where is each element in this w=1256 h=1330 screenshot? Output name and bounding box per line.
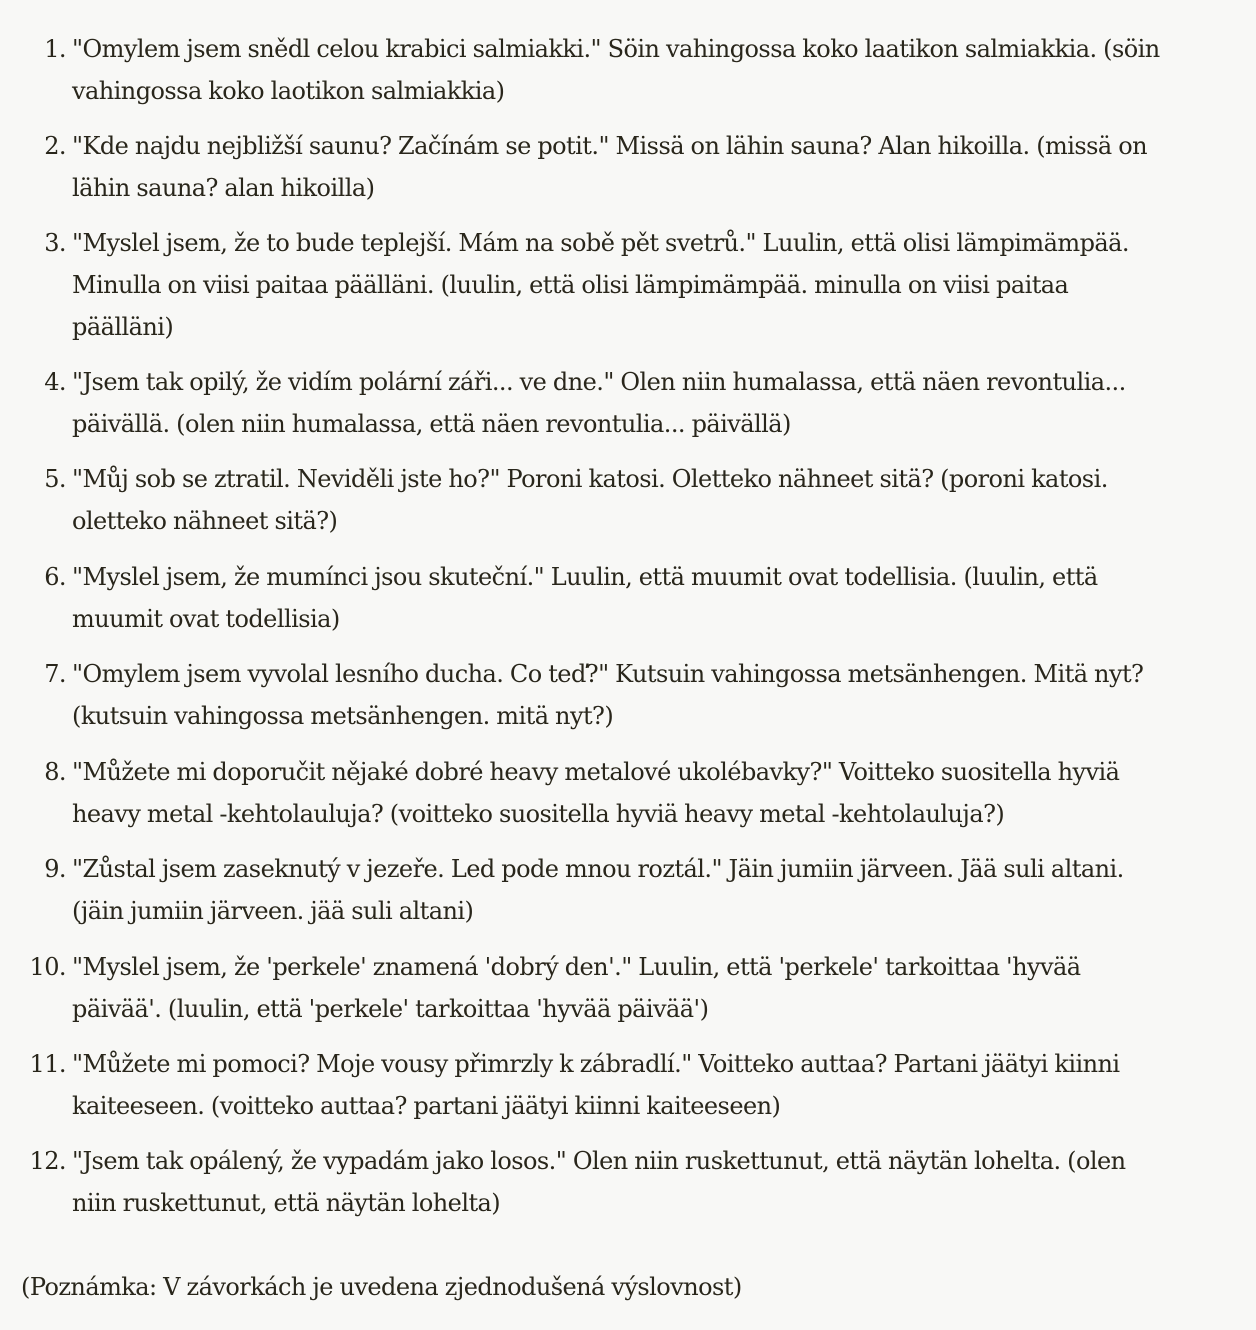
list-item-number: 3. (44, 229, 66, 257)
list-item (44, 361, 1162, 445)
list-item-text: "Jsem tak opálený, že vypadám jako losos." Olen niin ruskettunut, että näytän lohelta. (olen niin ruskettunut, että näytän lohelta) (72, 1147, 1126, 1217)
list-item (44, 458, 1162, 542)
list-item-number: 6. (44, 563, 66, 591)
list-item-number: 10. (29, 953, 66, 981)
list-item-number: 8. (44, 758, 66, 786)
list-item-text: "Myslel jsem, že to bude teplejší. Mám na sobě pět svetrů." Luulin, että olisi lämpimämpää. Minulla on viisi paitaa päälläni. (luulin, että olisi lämpimämpää. minulla on viisi paitaa päälläni) (72, 229, 1129, 341)
list-item (29, 946, 1162, 1030)
pronunciation-note: (Poznámka: V závorkách je uvedena zjednodušená výslovnost) (21, 1273, 742, 1301)
list-item (44, 125, 1162, 209)
list-item-number: 5. (44, 465, 66, 493)
list-item-text: "Myslel jsem, že mumínci jsou skuteční." Luulin, että muumit ovat todellisia. (luulin, että muumit ovat todellisia) (72, 563, 1098, 633)
list-item (44, 653, 1162, 737)
list-item (29, 1043, 1162, 1127)
list-item (29, 1140, 1162, 1224)
list-item (44, 751, 1162, 835)
list-item-text: "Můžete mi doporučit nějaké dobré heavy metalové ukolébavky?" Voitteko suositella hyviä heavy metal -kehtolauluja? (voitteko suositella hyviä heavy metal -kehtolauluja?) (72, 758, 1120, 828)
list-item-text: "Zůstal jsem zaseknutý v jezeře. Led pode mnou roztál." Jäin jumiin järveen. Jää suli altani. (jäin jumiin järveen. jää suli altani) (72, 855, 1124, 925)
list-item-number: 7. (44, 660, 66, 688)
list-item-text: "Můj sob se ztratil. Neviděli jste ho?" Poroni katosi. Oletteko nähneet sitä? (poroni katosi. oletteko nähneet sitä?) (72, 465, 1108, 535)
list-item-text: "Jsem tak opilý, že vidím polární záři... ve dne." Olen niin humalassa, että näen revontulia... päivällä. (olen niin humalassa, että näen revontulia... päivällä) (72, 368, 1126, 438)
list-item (44, 222, 1162, 348)
list-item-number: 12. (29, 1147, 66, 1175)
list-item-text: "Myslel jsem, že 'perkele' znamená 'dobrý den'." Luulin, että 'perkele' tarkoittaa 'hyvää päivää'. (luulin, että 'perkele' tarkoittaa 'hyvää päivää') (72, 953, 1081, 1023)
list-item-number: 11. (29, 1050, 66, 1078)
list-item-number: 9. (44, 855, 66, 883)
list-item-text: "Kde najdu nejbližší saunu? Začínám se potit." Missä on lähin sauna? Alan hikoilla. (missä on lähin sauna? alan hikoilla) (72, 132, 1148, 202)
list-item-number: 4. (44, 368, 66, 396)
list-item (44, 556, 1162, 640)
list-item-number: 1. (44, 35, 66, 63)
list-item (44, 28, 1162, 112)
list-item-text: "Omylem jsem snědl celou krabici salmiakki." Söin vahingossa koko laatikon salmiakkia. (söin vahingossa koko laotikon salmiakkia) (72, 35, 1160, 105)
list-item-text: "Omylem jsem vyvolal lesního ducha. Co teď?" Kutsuin vahingossa metsänhengen. Mitä nyt? (kutsuin vahingossa metsänhengen. mitä nyt?) (72, 660, 1144, 730)
list-item-number: 2. (44, 132, 66, 160)
list-item (44, 848, 1162, 932)
list-item-text: "Můžete mi pomoci? Moje vousy přimrzly k zábradlí." Voitteko auttaa? Partani jäätyi kiinni kaiteeseen. (voitteko auttaa? partani jäätyi kiinni kaiteeseen) (72, 1050, 1120, 1120)
